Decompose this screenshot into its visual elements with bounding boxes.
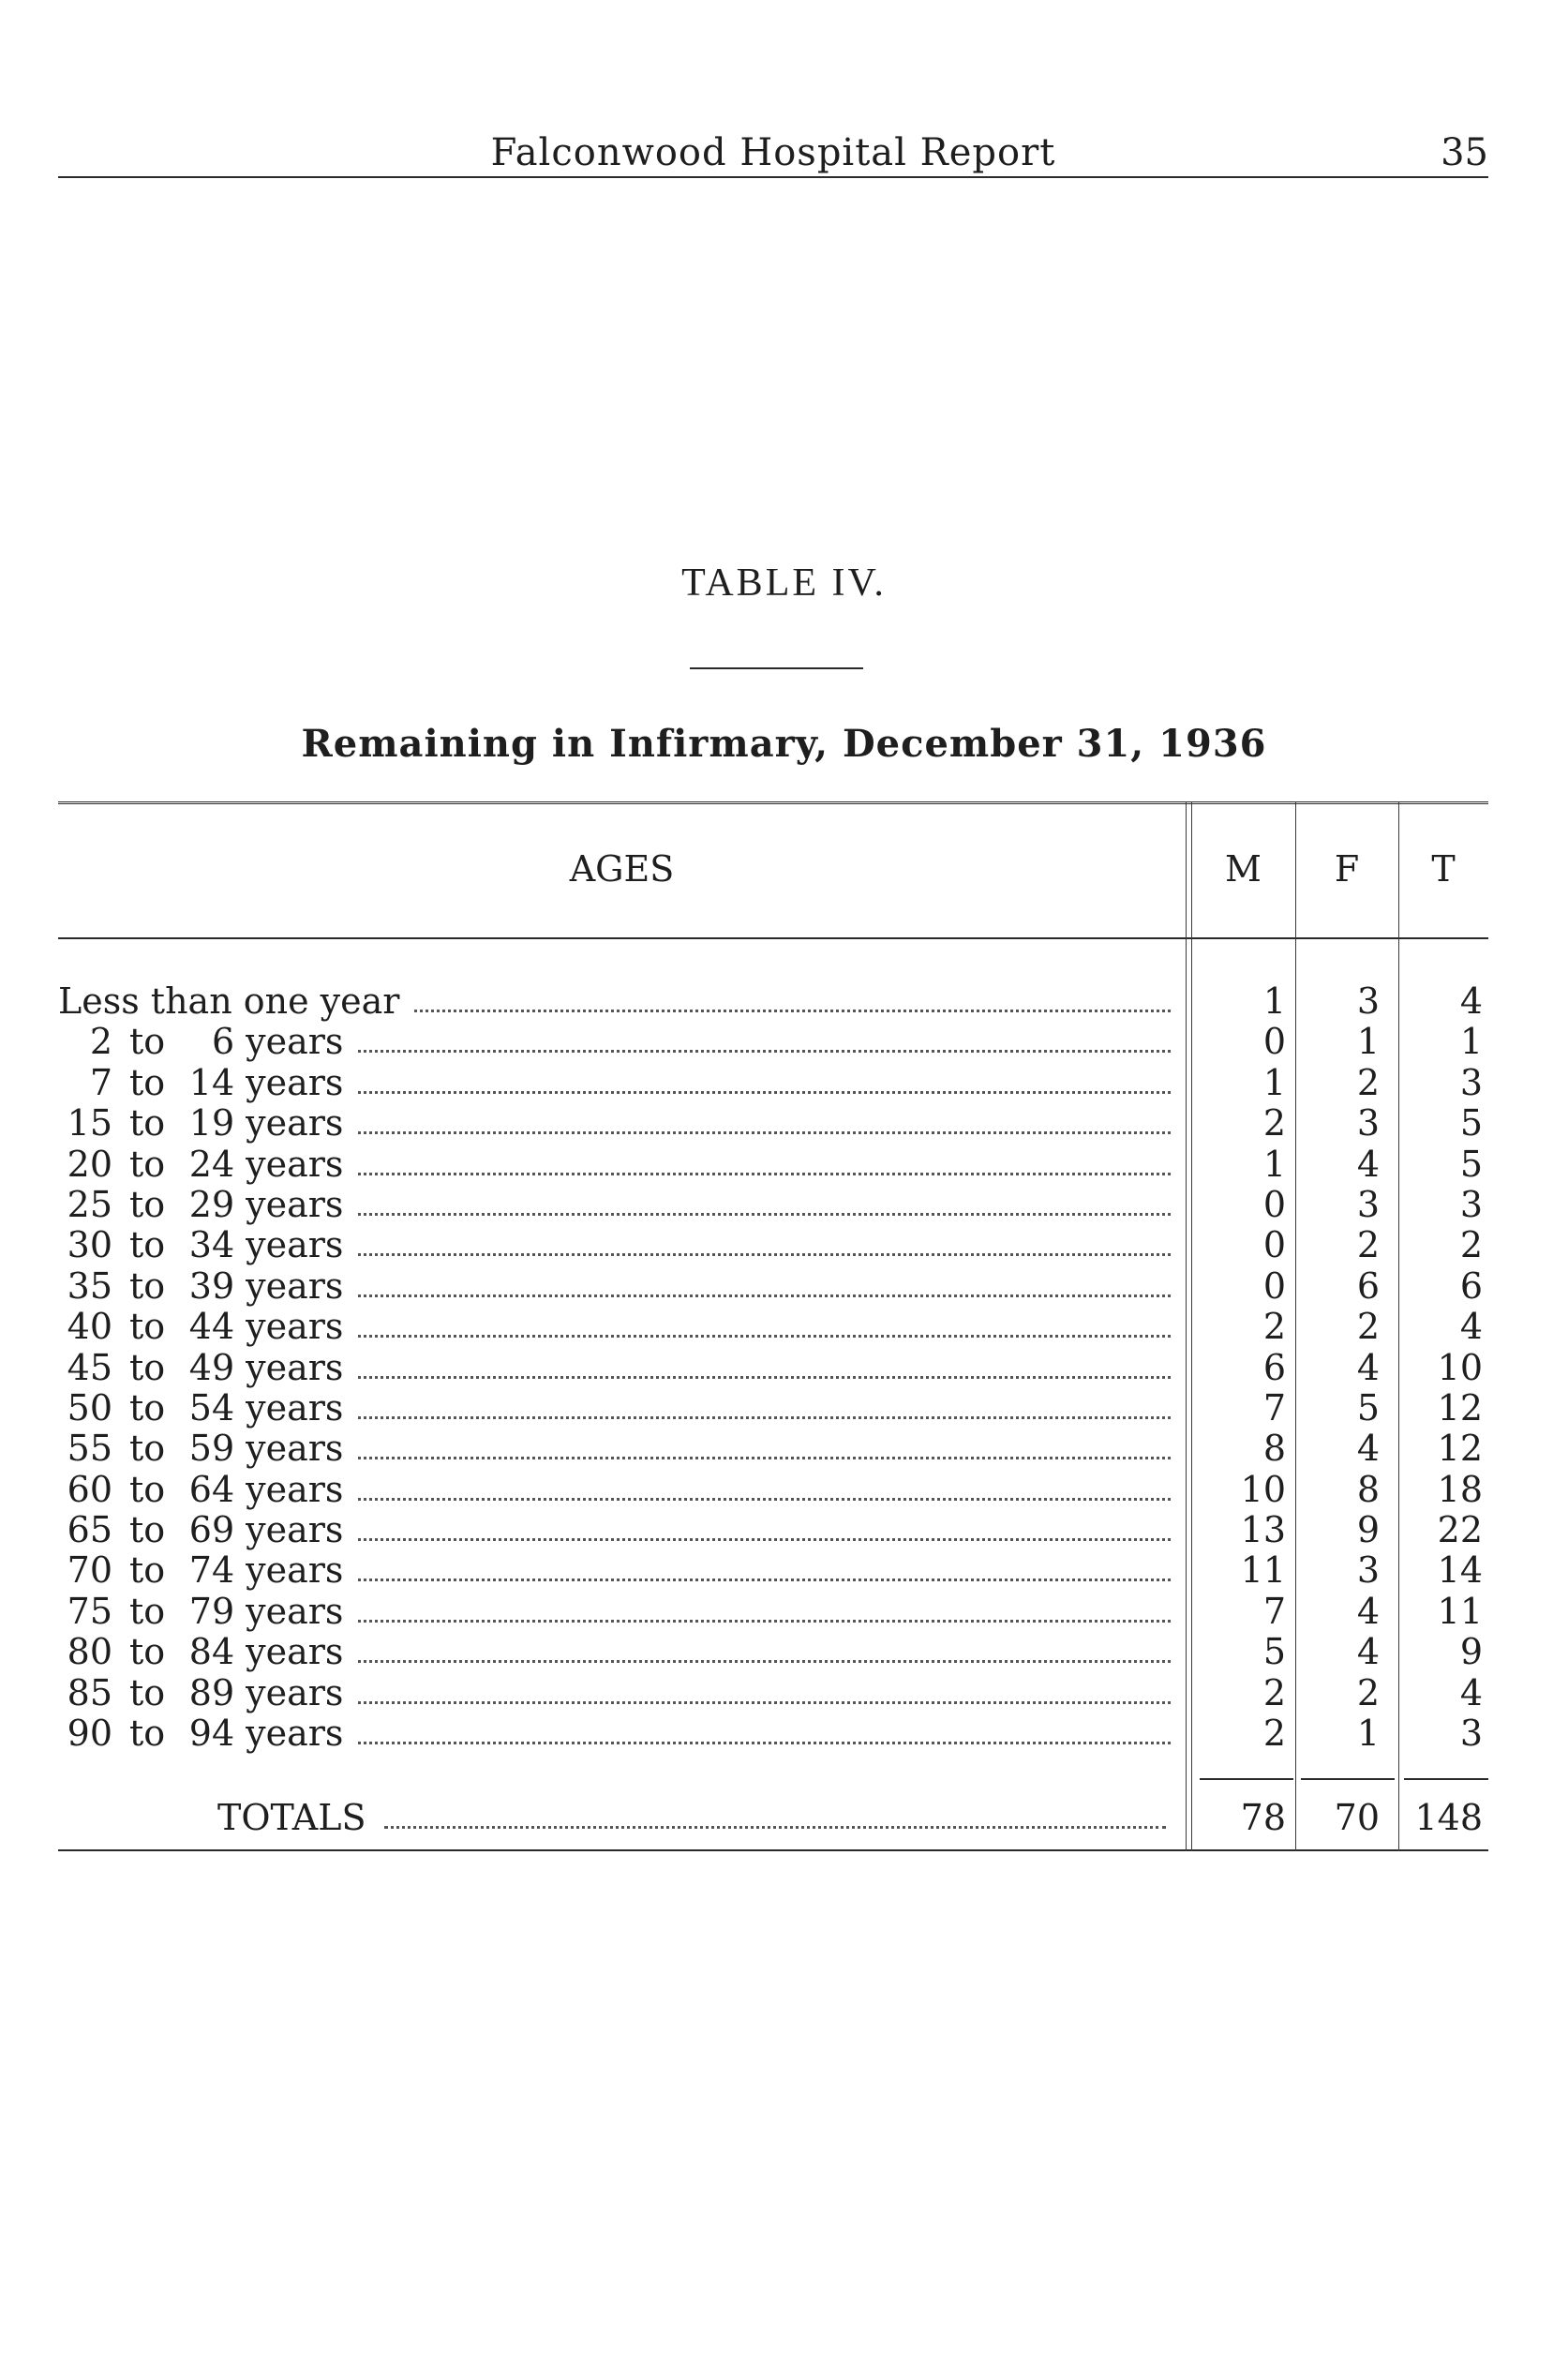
age-range-to: to [129,1469,166,1510]
count-t: 18 [1437,1468,1483,1510]
age-cell [58,1063,1178,1103]
age-unit: years [246,1265,344,1307]
table-row [58,1145,1488,1185]
dot-leaders [358,1253,1171,1256]
dot-leaders [358,1498,1171,1501]
dot-leaders [358,1742,1171,1744]
table-row [58,1307,1488,1347]
count-m: 0 [1262,1264,1286,1307]
age-unit: years [246,1591,344,1632]
count-f: 4 [1356,1428,1380,1470]
count-t: 22 [1437,1509,1483,1551]
table-row [58,1510,1488,1550]
age-cell [58,1550,1178,1591]
age-range-end: 19 [188,1103,235,1145]
count-t: 3 [1459,1061,1483,1103]
age-range-to: to [129,1510,166,1551]
age-range-to: to [129,1144,166,1185]
age-range-to: to [129,1265,166,1307]
age-cell [58,1266,1178,1307]
table-row [58,1713,1488,1754]
table-row [58,1063,1488,1103]
count-t: 11 [1437,1590,1483,1632]
age-range-start: 80 [67,1632,112,1673]
dot-leaders [358,1416,1171,1419]
age-range-start: 70 [67,1550,112,1592]
age-cell [58,1103,1178,1144]
age-range-to: to [129,1429,166,1470]
age-range-end: 24 [188,1144,235,1185]
age-range-to: to [129,1713,166,1755]
age-range-end: 34 [188,1225,235,1266]
count-m: 13 [1240,1509,1286,1551]
age-range-start: 90 [67,1713,112,1755]
age-unit: years [246,1510,344,1551]
age-range-start: 7 [89,1062,112,1103]
age-range-start: 65 [67,1510,112,1551]
age-range-start: 40 [67,1307,112,1348]
m-totals-rule [1200,1778,1293,1780]
count-t: 14 [1437,1549,1483,1592]
running-title: Falconwood Hospital Report [490,131,1056,174]
count-t: 2 [1459,1224,1483,1266]
count-m: 2 [1262,1102,1286,1145]
age-range-end: 29 [188,1184,235,1225]
age-range-end: 89 [188,1672,235,1713]
age-range-to: to [129,1550,166,1592]
count-m: 10 [1240,1468,1286,1510]
table-row [58,1592,1488,1632]
count-f: 3 [1356,1102,1380,1145]
count-m: 2 [1262,1713,1286,1755]
table-number: TABLE IV. [681,561,887,605]
age-cell [58,1632,1178,1672]
age-unit: years [246,1347,344,1388]
age-unit: years [246,1387,344,1429]
count-t: 12 [1437,1386,1483,1429]
age-range-start: 25 [67,1184,112,1225]
table-row [58,1225,1488,1265]
age-range-end: 49 [188,1347,235,1388]
f-totals-rule [1301,1778,1395,1780]
age-cell [58,1307,1178,1347]
age-range-start: 20 [67,1144,112,1185]
age-range-end: 6 [211,1022,235,1063]
age-range-start: 35 [67,1265,112,1307]
age-range-start: 75 [67,1591,112,1632]
count-f: 3 [1356,1183,1380,1225]
age-range-start: 50 [67,1387,112,1429]
totals-row [58,1795,1488,1840]
age-unit: years [246,1184,344,1225]
age-range-end: 79 [188,1591,235,1632]
age-range-start: 55 [67,1429,112,1470]
age-range-to: to [129,1307,166,1348]
count-m: 7 [1262,1386,1286,1429]
count-m: 1 [1262,1061,1286,1103]
table-row [58,1185,1488,1225]
count-f: 1 [1356,1021,1380,1063]
table-row [58,1632,1488,1672]
dot-leaders [358,1538,1171,1541]
count-t: 6 [1459,1264,1483,1307]
dot-leaders [358,1335,1171,1338]
age-range-to: to [129,1062,166,1103]
age-cell [58,1022,1178,1062]
dot-leaders [358,1660,1171,1663]
age-range-end: 74 [188,1550,235,1592]
age-unit: years [246,1062,344,1103]
count-f: 4 [1356,1631,1380,1673]
ages-column-header: AGES [569,848,675,890]
age-range-to: to [129,1184,166,1225]
table-row [58,1673,1488,1713]
table-top-rule [58,801,1488,804]
age-range-end: 69 [188,1510,235,1551]
dot-leaders [358,1294,1171,1297]
count-m: 0 [1262,1183,1286,1225]
table-row [58,1022,1488,1062]
count-m: 8 [1262,1428,1286,1470]
count-m: 6 [1262,1346,1286,1388]
dot-leaders [358,1173,1171,1175]
f-column-header: F [1334,848,1360,890]
age-range-start: 2 [89,1022,112,1063]
count-t: 9 [1459,1631,1483,1673]
age-cell [58,981,1178,1022]
age-range-to: to [129,1632,166,1673]
count-f: 4 [1356,1143,1380,1185]
count-f: 8 [1356,1468,1380,1510]
age-range-to: to [129,1022,166,1063]
count-f: 4 [1356,1590,1380,1632]
count-f: 2 [1356,1306,1380,1348]
count-f: 4 [1356,1346,1380,1388]
count-f: 2 [1356,1061,1380,1103]
count-t: 3 [1459,1713,1483,1755]
age-range-to: to [129,1103,166,1145]
count-f: 3 [1356,980,1380,1022]
count-t: 12 [1437,1428,1483,1470]
age-range-end: 39 [188,1265,235,1307]
age-range-to: to [129,1225,166,1266]
dot-leaders [414,1010,1171,1012]
count-f: 9 [1356,1509,1380,1551]
count-f: 5 [1356,1386,1380,1429]
age-cell [58,1429,1178,1469]
age-cell [58,1713,1178,1754]
table-row [58,1266,1488,1307]
running-head [58,118,1488,178]
age-cell [58,1185,1178,1225]
dot-leaders [358,1213,1171,1216]
count-f: 3 [1356,1549,1380,1592]
count-t: 4 [1459,1306,1483,1348]
totals-t: 148 [1414,1797,1483,1838]
age-cell [58,1470,1178,1510]
count-t: 5 [1459,1102,1483,1145]
age-range-end: 44 [188,1307,235,1348]
age-range-end: 14 [188,1062,235,1103]
age-unit: years [246,1469,344,1510]
age-range-to: to [129,1387,166,1429]
count-m: 7 [1262,1590,1286,1632]
count-t: 10 [1437,1346,1483,1388]
m-column-header: M [1225,848,1262,890]
age-cell [58,1388,1178,1429]
age-range-start: 15 [67,1103,112,1145]
table-row [58,1388,1488,1429]
age-range-end: 64 [188,1469,235,1510]
t-totals-rule [1404,1778,1488,1780]
count-f: 6 [1356,1264,1380,1307]
dot-leaders [358,1457,1171,1459]
age-range-to: to [129,1347,166,1388]
age-range-start: 60 [67,1469,112,1510]
age-unit: years [246,1429,344,1470]
age-table [58,801,1488,1853]
t-column-header: T [1431,848,1456,890]
age-range-to: to [129,1591,166,1632]
dot-leaders [358,1701,1171,1704]
count-m: 2 [1262,1306,1286,1348]
table-row [58,1550,1488,1591]
count-t: 5 [1459,1143,1483,1185]
table-row [58,1470,1488,1510]
dot-leaders [358,1050,1171,1053]
age-cell [58,1510,1178,1550]
age-range-start: 30 [67,1225,112,1266]
age-unit: years [246,1550,344,1592]
header-bottom-rule [58,937,1488,939]
age-range-start: 45 [67,1347,112,1388]
age-unit: years [246,1672,344,1713]
dot-leaders [358,1091,1171,1094]
age-cell [58,1145,1178,1185]
totals-f: 70 [1334,1797,1380,1838]
age-unit: years [246,1713,344,1755]
count-f: 2 [1356,1224,1380,1266]
dot-leaders [358,1579,1171,1581]
totals-m: 78 [1240,1797,1286,1838]
dot-leaders [358,1620,1171,1623]
count-m: 1 [1262,1143,1286,1185]
count-t: 3 [1459,1183,1483,1225]
count-m: 0 [1262,1224,1286,1266]
count-f: 1 [1356,1713,1380,1755]
table-bottom-rule [58,1849,1488,1851]
dot-leaders [358,1376,1171,1379]
table-caption: Remaining in Infirmary, December 31, 1936 [301,722,1267,766]
age-range-end: 59 [188,1429,235,1470]
totals-label-cell [217,1795,1173,1840]
age-unit: years [246,1632,344,1673]
title-divider [690,667,863,669]
count-t: 4 [1459,980,1483,1022]
table-row [58,1429,1488,1469]
age-range-start: 85 [67,1672,112,1713]
count-f: 2 [1356,1671,1380,1713]
table-row [58,981,1488,1022]
dot-leaders [358,1131,1171,1134]
count-t: 1 [1459,1021,1483,1063]
count-m: 1 [1262,980,1286,1022]
age-unit: years [246,1103,344,1145]
table-row [58,1103,1488,1144]
page-number: 35 [1441,131,1488,174]
age-cell [58,1673,1178,1713]
count-m: 2 [1262,1671,1286,1713]
age-cell [58,1348,1178,1388]
count-m: 0 [1262,1021,1286,1063]
count-m: 5 [1262,1631,1286,1673]
count-t: 4 [1459,1671,1483,1713]
count-m: 11 [1240,1549,1286,1592]
age-range-to: to [129,1672,166,1713]
age-unit: years [246,1144,344,1185]
table-row [58,1348,1488,1388]
totals-label: TOTALS [217,1797,366,1838]
table-body [58,981,1488,1754]
age-unit: years [246,1307,344,1348]
age-cell [58,1592,1178,1632]
age-range-end: 94 [188,1713,235,1755]
age-cell [58,1225,1178,1265]
dot-leaders [384,1826,1166,1829]
age-unit: years [246,1225,344,1266]
age-range-end: 54 [188,1387,235,1429]
age-unit: years [246,1022,344,1063]
age-range-end: 84 [188,1632,235,1673]
age-label: Less than one year [58,981,400,1022]
